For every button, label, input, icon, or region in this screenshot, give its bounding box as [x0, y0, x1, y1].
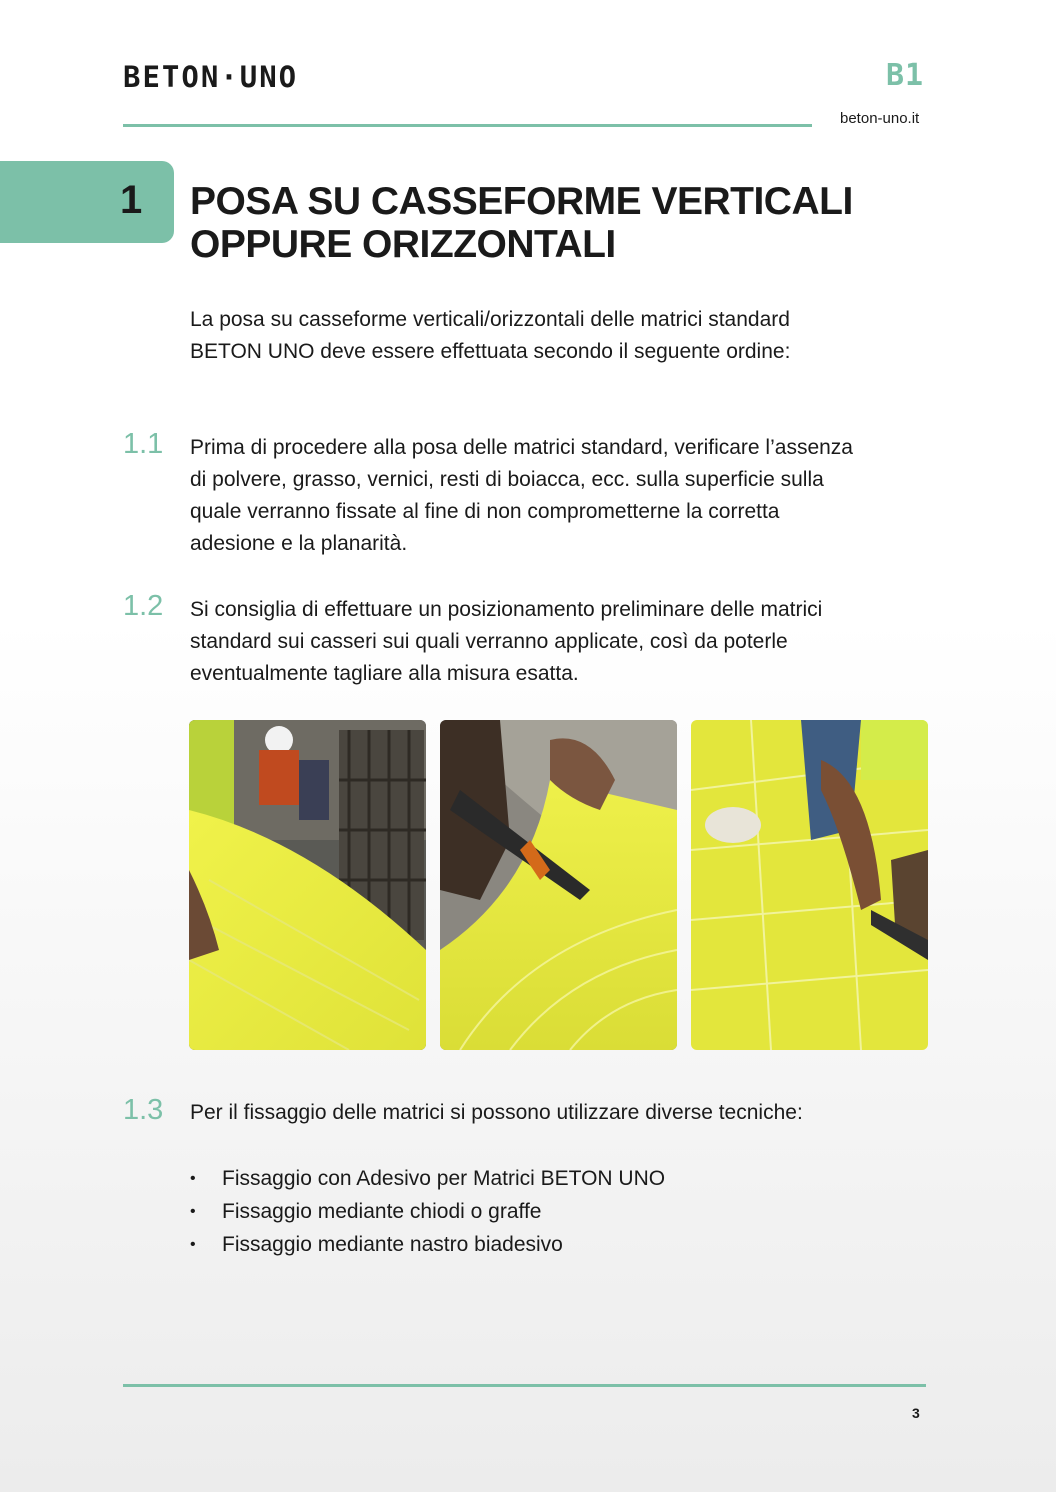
section-1-3-line: Per il fissaggio delle matrici si possono utilizzare diverse tecniche: [190, 1101, 803, 1124]
page-number: 3 [912, 1405, 920, 1421]
section-text-1-1 [190, 432, 920, 560]
fixing-methods-list [190, 1162, 890, 1261]
section-1-1-line: Prima di procedere alla posa delle matrici standard, verificare l’assenza [190, 436, 853, 459]
list-item-text: Fissaggio con Adesivo per Matrici BETON UNO [222, 1167, 666, 1190]
section-text-1-2 [190, 594, 920, 690]
photo-strip [189, 720, 928, 1050]
photo-fixing-matrix [691, 720, 928, 1050]
chapter-intro [190, 304, 910, 368]
intro-line-2: BETON UNO deve essere effettuata secondo il seguente ordine: [190, 340, 791, 363]
intro-line-1: La posa su casseforme verticali/orizzontali delle matrici standard [190, 308, 790, 331]
section-1-2-line: Si consiglia di effettuare un posizionamento preliminare delle matrici [190, 598, 823, 621]
list-item [190, 1228, 890, 1261]
section-1-1-line: di polvere, grasso, vernici, resti di boiacca, ecc. sulla superficie sulla [190, 468, 824, 491]
bullet-icon: • [190, 1236, 196, 1253]
footer-rule [123, 1384, 926, 1387]
list-item [190, 1195, 890, 1228]
section-1-1-line: quale verranno fissate al fine di non comprometterne la corretta [190, 500, 780, 523]
chapter-number: 1 [120, 178, 143, 222]
photo-laying-matrix-image [189, 720, 426, 1050]
chapter-title-line-2: OPPURE ORIZZONTALI [190, 223, 616, 266]
photo-fixing-matrix-image [691, 720, 928, 1050]
chapter-title-line-1: POSA SU CASSEFORME VERTICALI [190, 180, 853, 223]
section-1-1-line: adesione e la planarità. [190, 532, 408, 555]
photo-laying-matrix [189, 720, 426, 1050]
header-rule [123, 124, 812, 127]
section-number-1-3: 1.3 [123, 1094, 164, 1126]
section-number-1-2: 1.2 [123, 590, 164, 622]
photo-cutting-matrix [440, 720, 677, 1050]
list-item-text: Fissaggio mediante chiodi o graffe [222, 1200, 542, 1223]
list-item [190, 1162, 890, 1195]
section-number-1-1: 1.1 [123, 428, 164, 460]
chapter-tab [0, 161, 174, 243]
section-1-2-line: eventualmente tagliare alla misura esatta. [190, 662, 579, 685]
section-text-1-3 [190, 1097, 920, 1129]
photo-cutting-matrix-image [440, 720, 677, 1050]
section-1-2-line: standard sui casseri sui quali verranno applicate, così da poterle [190, 630, 788, 653]
bullet-icon: • [190, 1203, 196, 1220]
logo: BETON·UNO [123, 60, 299, 94]
list-item-text: Fissaggio mediante nastro biadesivo [222, 1233, 563, 1256]
chapter-title [190, 180, 950, 266]
bullet-icon: • [190, 1170, 196, 1187]
website-link[interactable]: beton-uno.it [840, 110, 920, 127]
b1-badge: B1 [886, 58, 925, 93]
